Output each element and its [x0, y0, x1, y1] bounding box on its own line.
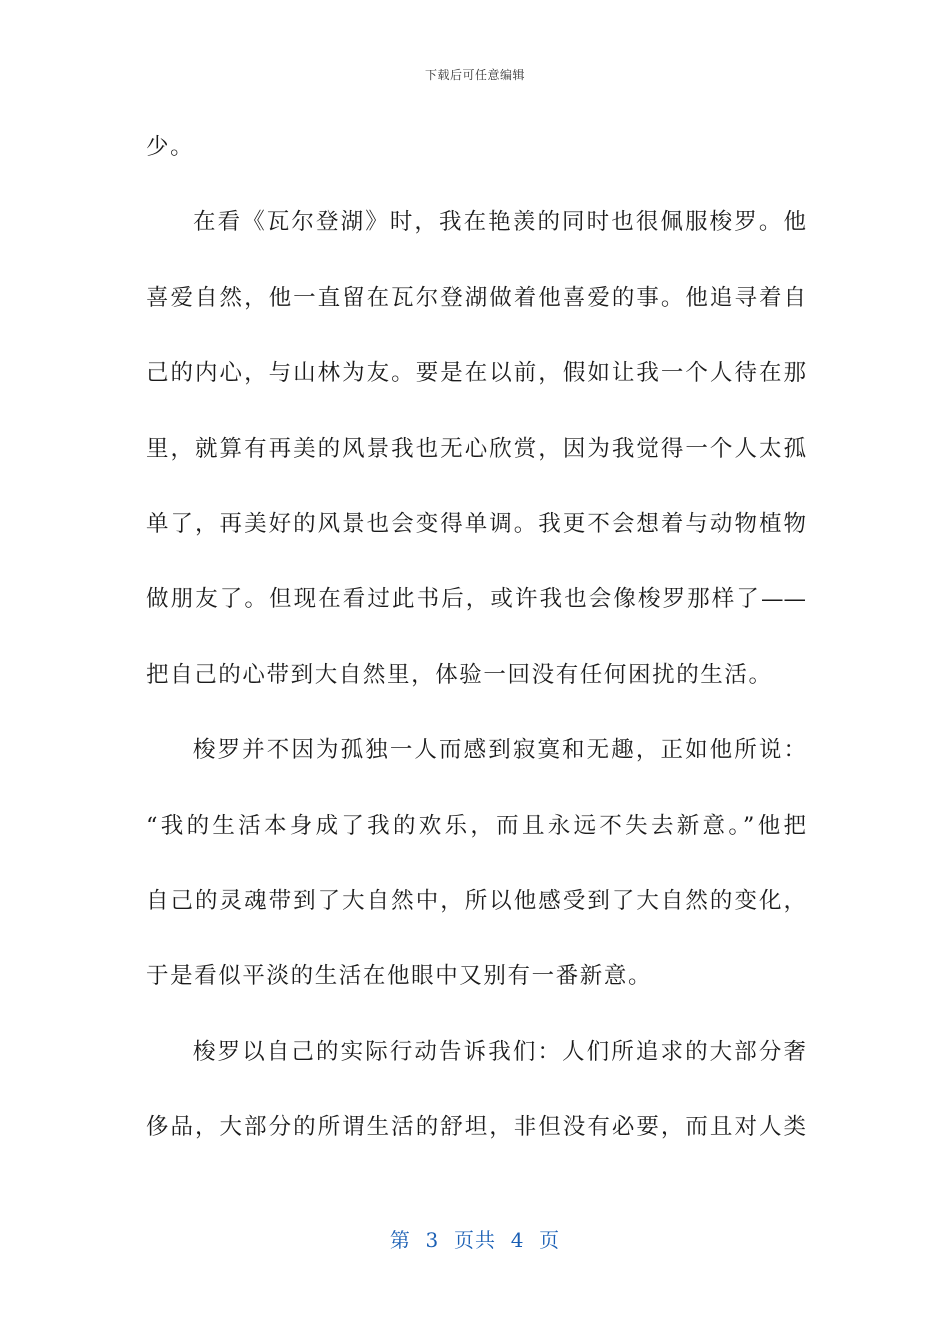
text-line-8: 把自己的心带到大自然里，体验一回没有任何困扰的生活。 [146, 661, 773, 688]
text-line-3: 喜爱自然，他一直留在瓦尔登湖做着他喜爱的事。他追寻着自 [146, 284, 806, 311]
text-line-14: 侈品，大部分的所谓生活的舒坦，非但没有必要，而且对人类 [146, 1114, 806, 1141]
text-line-7: 做朋友了。但现在看过此书后，或许我也会像梭罗那样了—— [146, 586, 806, 613]
page-number-footer: 第 3 页共 4 页 [389, 1228, 561, 1252]
text-line-5: 里，就算有再美的风景我也无心欣赏，因为我觉得一个人太孤 [146, 435, 806, 462]
text-line-1: 少。 [146, 134, 195, 160]
text-line-9: 梭罗并不因为孤独一人而感到寂寞和无趣，正如他所说： [193, 737, 806, 764]
text-line-6: 单了，再美好的风景也会变得单调。我更不会想着与动物植物 [146, 510, 806, 537]
text-line-12: 于是看似平淡的生活在他眼中又别有一番新意。 [146, 963, 653, 990]
page-header: 下载后可任意编辑 [424, 68, 525, 82]
text-line-13: 梭罗以自己的实际行动告诉我们：人们所追求的大部分奢 [193, 1038, 806, 1065]
text-line-10: “我的生活本身成了我的欢乐，而且永远不失去新意。”他把 [146, 812, 806, 839]
text-line-11: 自己的灵魂带到了大自然中，所以他感受到了大自然的变化， [146, 887, 806, 914]
text-line-2: 在看《瓦尔登湖》时，我在艳羡的同时也很佩服梭罗。他 [193, 209, 806, 236]
document-body [146, 118, 806, 1173]
text-line-4: 己的内心，与山林为友。要是在以前，假如让我一个人待在那 [146, 360, 806, 387]
